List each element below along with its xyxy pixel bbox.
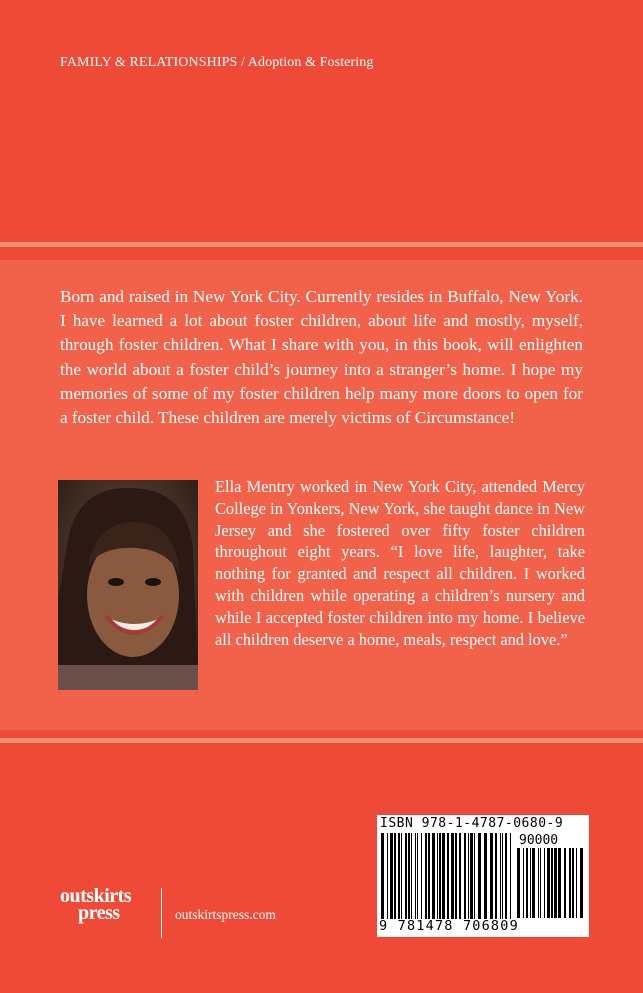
book-category: FAMILY & RELATIONSHIPS / Adoption & Fostering <box>60 55 374 70</box>
price-code: 90000 <box>519 833 559 848</box>
decorative-stripe-bottom <box>0 738 643 743</box>
barcode-main-bars <box>381 833 515 919</box>
isbn-digits: 9 781478 706809 <box>379 918 519 934</box>
logo-divider <box>161 888 162 938</box>
author-bio: Ella Mentry worked in New York City, attended Mercy College in Yonkers, New York, she taught dance in New Jersey and she fostered over fifty foster children throughout eight years. “I love life, laughter, take nothing for granted and respect all children. I worked with children while operating a children’s nursery and while I accepted foster children into my home. I believe all children deserve a home, meals, respect and love.” <box>215 477 585 649</box>
isbn-label: ISBN 978-1-4787-0680-9 <box>380 816 564 831</box>
decorative-stripe-top <box>0 242 643 247</box>
publisher-website: outskirtspress.com <box>175 907 276 922</box>
book-description: Born and raised in New York City. Currently resides in Buffalo, New York. I have learned a lot about foster children, about life and mostly, myself, through foster children. What I share with you, in this book, will enlighten the world about a foster child’s journey into a stranger’s home. I hope my memories of some of my foster children help many more doors to open for a foster child. These children are merely victims of Circumstance! <box>60 287 583 428</box>
author-photo <box>58 480 198 690</box>
logo-line-1: outskirts <box>60 885 132 907</box>
barcode-addon-bars <box>517 848 585 918</box>
isbn-barcode <box>377 815 589 937</box>
logo-line-2: press <box>78 902 120 924</box>
publisher-logo <box>60 885 132 924</box>
